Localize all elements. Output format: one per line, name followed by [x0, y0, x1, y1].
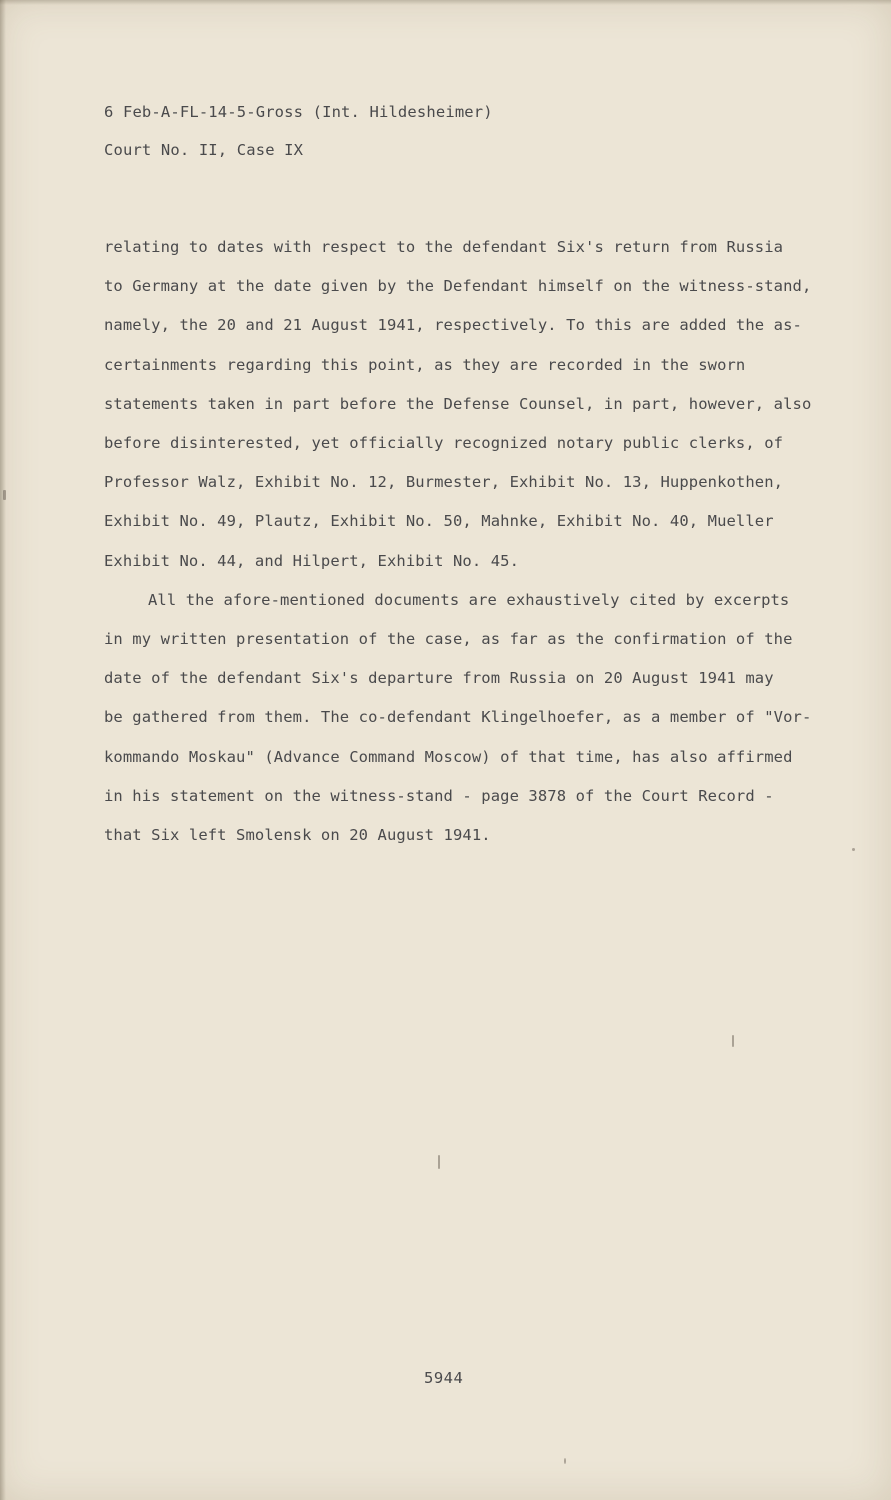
paper-speck: [852, 848, 855, 851]
paper-speck: [3, 490, 6, 500]
text-line: namely, the 20 and 21 August 1941, respectively. To this are added the as-: [104, 316, 802, 335]
header-reference-line: 6 Feb-A-FL-14-5-Gross (Int. Hildesheimer): [104, 103, 493, 121]
text-line: statements taken in part before the Defense Counsel, in part, however, also: [104, 394, 812, 413]
paragraph-1: [104, 228, 834, 581]
page-edge-shadow: [0, 0, 6, 1500]
paper-speck: [564, 1458, 566, 1464]
text-line: Exhibit No. 49, Plautz, Exhibit No. 50, Mahnke, Exhibit No. 40, Mueller: [104, 512, 774, 531]
text-line: date of the defendant Six's departure from Russia on 20 August 1941 may: [104, 669, 774, 688]
paper-speck: [732, 1035, 734, 1047]
paper-speck: [438, 1155, 440, 1169]
document-body: [104, 228, 834, 855]
paragraph-2: [104, 581, 834, 855]
text-line: Professor Walz, Exhibit No. 12, Burmester, Exhibit No. 13, Huppenkothen,: [104, 473, 784, 492]
text-line: kommando Moskau" (Advance Command Moscow) of that time, has also affirmed: [104, 747, 793, 766]
text-line: certainments regarding this point, as they are recorded in the sworn: [104, 355, 746, 374]
text-line: Exhibit No. 44, and Hilpert, Exhibit No. 45.: [104, 551, 519, 570]
text-line: in my written presentation of the case, as far as the confirmation of the: [104, 630, 793, 649]
text-line: be gathered from them. The co-defendant Klingelhoefer, as a member of "Vor-: [104, 708, 812, 727]
text-line: in his statement on the witness-stand - page 3878 of the Court Record -: [104, 786, 774, 805]
text-line: relating to dates with respect to the defendant Six's return from Russia: [104, 238, 784, 256]
page-number: 5944: [424, 1369, 464, 1387]
header-court-case-line: Court No. II, Case IX: [104, 141, 304, 159]
text-line: that Six left Smolensk on 20 August 1941.: [104, 826, 491, 845]
text-line: to Germany at the date given by the Defendant himself on the witness-stand,: [104, 277, 812, 296]
text-line: before disinterested, yet officially recognized notary public clerks, of: [104, 434, 784, 453]
document-header: [104, 93, 493, 169]
page-top-shadow: [0, 0, 891, 5]
text-line: All the afore-mentioned documents are exhaustively cited by excerpts: [148, 590, 790, 609]
